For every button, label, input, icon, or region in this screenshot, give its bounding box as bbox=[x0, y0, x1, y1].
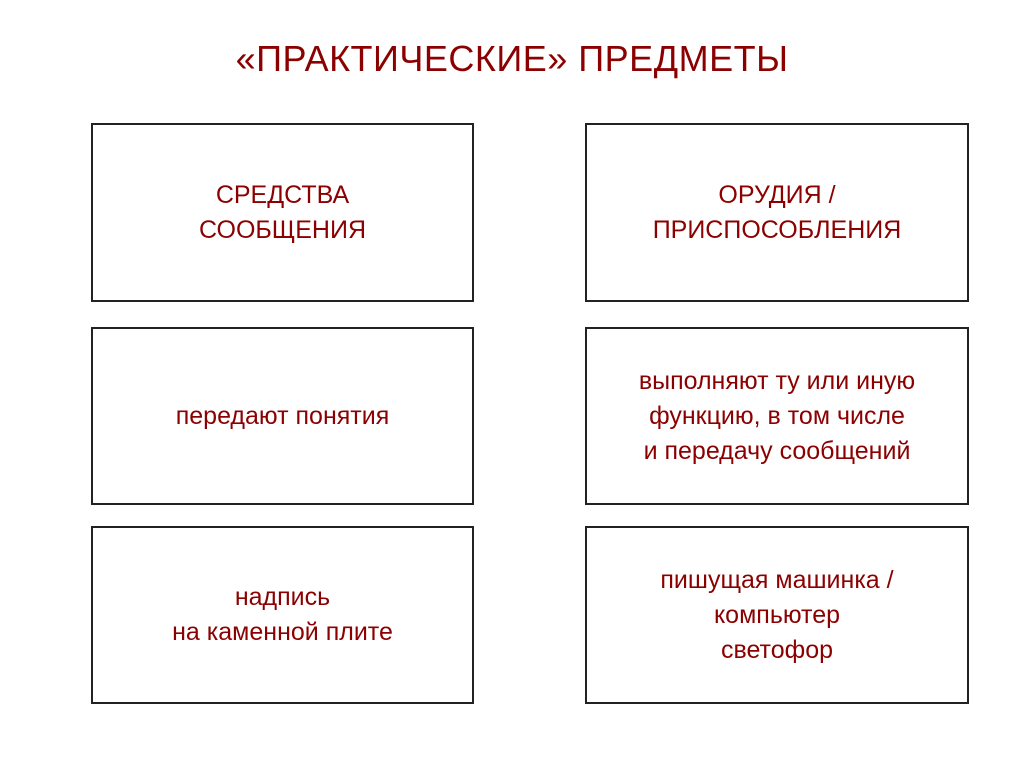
box-tools-devices bbox=[585, 123, 969, 302]
tools-description-text: выполняют ту или иную функцию, в том числе и передачу сообщений bbox=[638, 366, 916, 465]
tools-devices-header: ОРУДИЯ / ПРИСПОСОБЛЕНИЯ bbox=[652, 180, 902, 244]
communication-description-text: передают понятия bbox=[175, 401, 390, 430]
communication-means-header: СРЕДСТВА СООБЩЕНИЯ bbox=[199, 180, 366, 244]
box-communication-example bbox=[91, 526, 474, 704]
box-communication-description bbox=[91, 327, 474, 505]
communication-example-text: надпись на каменной плите bbox=[172, 583, 393, 646]
tools-example-text: пишущая машинка / компьютер светофор bbox=[660, 565, 894, 664]
slide-title: «ПРАКТИЧЕСКИЕ» ПРЕДМЕТЫ bbox=[235, 38, 789, 79]
box-tools-example bbox=[585, 526, 969, 704]
box-tools-description bbox=[585, 327, 969, 505]
box-communication-means bbox=[91, 123, 474, 302]
